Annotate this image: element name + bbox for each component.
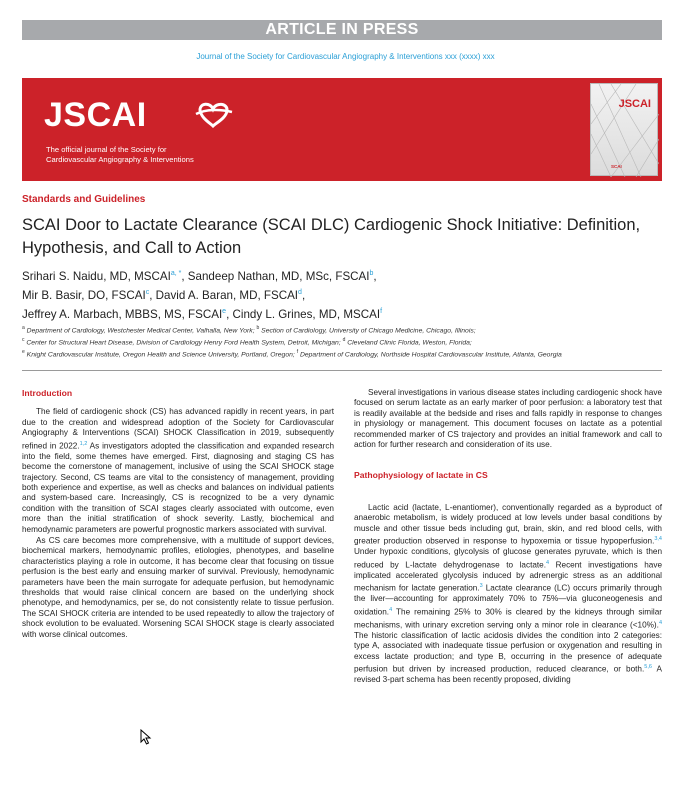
affil-marker: d (342, 336, 346, 343)
patho-text: Lactate clearance (LC) occurs primarily through the liver—accounting for approximately 70% to 75%—via gluconeogenesis and oxidation. (354, 583, 662, 617)
intro-text: The field of cardiogenic shock (CS) has advanced rapidly in recent years, in part due to the creation and widespread adoption of the Society for Cardiovascular Angiography & Interventions (SCAI) SHOCK Classification in 2019, subsequently refined in 2022. (22, 407, 334, 451)
affiliation: Section of Cardiology, University of Chicago Medicine, Chicago, Illinois; (261, 327, 476, 335)
cover-footer: SCAI (611, 164, 622, 169)
jscai-logo: JSCAI (44, 96, 147, 134)
affiliation: Cleveland Clinic Florida, Weston, Florida; (347, 339, 472, 347)
journal-masthead (22, 78, 662, 181)
tagline-line-1: The official journal of the Society for (46, 145, 167, 154)
affil-marker: b (256, 325, 260, 331)
article-section-label: Standards and Guidelines (22, 194, 146, 205)
affil-marker: c (22, 336, 25, 343)
affiliation: Department of Cardiology, Northside Hospital Cardiovascular Institute, Atlanta, Georgia (299, 350, 562, 358)
heart-logo-icon (194, 100, 234, 128)
patho-text: Recent investigations have implicated accelerated glycolysis induced by adrenergic stress as an additional mechanism for lactate generation. (354, 560, 662, 593)
affiliations (22, 324, 662, 359)
patho-text: A revised 3-part schema has been recently proposed, dividing (354, 664, 662, 685)
pathophysiology-paragraph (354, 503, 662, 686)
affil-marker: f (296, 348, 299, 355)
intro-text: As investigators adopted the classification and expanded research into the field, some themes have emerged. First, diagnosing and staging CS has become the cornerstone of management, inclusive of using the SCAI SHOCK stage trajectory. Second, CS teams are vital to the consistency of management, providing both experience and expertise, as well as checks and balances on individual patients and system-based care. Increasingly, CS is recognized to be a very dynamic condition with the transition of SCAI stages clearly associated with outcome, even more than the initial stratification of shock severity. Lastly, biochemical and hemodynamic parameters are powerful prognostic markers associated with survival. (22, 441, 335, 534)
author-name[interactable]: Mir B. Basir, DO, FSCAI (22, 288, 146, 302)
patho-text: Lactic acid (lactate, L-enantiomer), conventionally regarded as a byproduct of anaerobic metabolism, is widely produced at low levels under basal conditions by muscle and other tissue beds including gut, brain, skin, and red blood cells, with greater production observed in response to hypoxemia or tissue hypoperfusion. (354, 502, 662, 546)
article-in-press-banner: ARTICLE IN PRESS (22, 20, 662, 40)
right-column (354, 388, 662, 687)
lactate-paragraph: Several investigations in various disease states including cardiogenic shock have focused on serum lactate as an early marker of poor perfusion: a laboratory test that is readily available at the bedside and rises and falls rapidly in response to changes in physiology or management. This document focuses on lactate as a potential recommended marker of CS trajectory and provides an initial framework and call to action for further research and consideration of its use. (354, 388, 663, 450)
patho-text: The historic classification of lactic acidosis divides the condition into 2 categories: type A, associated with inadequate tissue perfusion or oxygenation and resulting in excess lactate production; and type B, occurring in the presence of adequate perfusion but driven by increased production, reduced clearance, or both. (354, 630, 662, 674)
citation-link[interactable]: 1,2 (79, 440, 88, 447)
intro-paragraph-1 (22, 407, 334, 535)
author-affil-ref[interactable]: e (222, 307, 227, 315)
article-title: SCAI Door to Lactate Clearance (SCAI DLC) Cardiogenic Shock Initiative: Definition, Hypothesis, and Call to Action (22, 216, 641, 257)
author-affil-ref[interactable]: c (145, 288, 150, 296)
cover-title: JSCAI (618, 98, 651, 110)
pathophysiology-heading: Pathophysiology of lactate in CS (354, 470, 488, 481)
author-list: Srihari S. Naidu, MD, $MSCAI^{a, *}$, Sandeep Nathan, MD, MSc, FSCAI$^b$, Mir B. Basir, DO, FSCAI$^c$, David A. Baran, MD, FSCAI$^d$, Jeffrey A. Marbach, MBBS, MS, FSCAI$^e$, Cindy L. Grines, MD, MSCAI$^f$ (22, 269, 383, 321)
journal-tagline (46, 145, 306, 165)
affiliation: Knight Cardiovascular Institute, Oregon Health and Science University, Portland, Oregon; (26, 350, 295, 358)
citation-link[interactable]: 5,6 (644, 664, 652, 671)
journal-cover-thumbnail[interactable] (590, 83, 658, 176)
author-affil-ref[interactable]: d (298, 288, 302, 296)
author-name[interactable]: Cindy L. Grines, MD, MSCAI (232, 307, 381, 321)
citation-link[interactable]: 4 (389, 606, 393, 613)
patho-text: Under hypoxic conditions, glycolysis of glucose generates pyruvate, which is then reduced by L-lactate dehydrogenase to lactate. (354, 547, 662, 570)
author-name[interactable]: Jeffrey A. Marbach, MBBS, MS, FSCAI (22, 307, 223, 321)
author-affil-ref[interactable]: b (369, 270, 374, 277)
citation-link[interactable]: 4 (546, 559, 550, 566)
author-affil-ref[interactable]: a, * (170, 270, 182, 277)
journal-citation-line[interactable]: Journal of the Society for Cardiovascular Angiography & Interventions xxx (xxxx) xxx (196, 52, 495, 61)
tagline-line-2: Cardiovascular Angiography & Interventions (46, 155, 194, 164)
author-affil-ref[interactable]: f (380, 307, 383, 315)
header-divider (22, 370, 662, 371)
citation-link[interactable]: 3,4 (654, 536, 662, 543)
affil-marker: e (22, 348, 25, 355)
affil-marker: a (22, 325, 25, 331)
author-name[interactable]: Sandeep Nathan, MD, MSc, FSCAI (187, 269, 370, 283)
introduction-heading: Introduction (22, 388, 73, 398)
mouse-pointer-icon (140, 729, 152, 745)
author-name[interactable]: Srihari S. Naidu, MD, MSCAI (22, 269, 171, 283)
left-column (22, 388, 334, 641)
intro-paragraph-2: As CS care becomes more comprehensive, with a multitude of support devices, biochemical markers, hemodynamic profiles, etiologies, phenotypes, and baseline characteristics playing a role in outcome, it has become clear that focusing on tissue perfusion is the best early and ensuing marker of survival. Previously, hemodynamic parameters have been the main surrogate for adequate perfusion, but hemodynamic thresholds that would raise clinical concern are based on the underlying shock phenotype, and hemodynamics, per se, do not consistently relate to tissue perfusion. The SCAI SHOCK criteria are intended to be used repeatedly to allow the trajectory of shock evolution to be evaluated. Worsening SCAI SHOCK stage is clearly associated with worse clinical outcomes. (22, 536, 334, 639)
affiliation: Center for Structural Heart Disease, Division of Cardiology Henry Ford Health System, Detroit, Michigan; (26, 339, 341, 347)
citation-link[interactable]: 4 (658, 619, 662, 626)
citation-link[interactable]: 3 (479, 583, 483, 590)
author-name[interactable]: David A. Baran, MD, FSCAI (155, 288, 299, 302)
patho-text: The remaining 25% to 30% is cleared by the kidneys through similar mechanisms, with urinary excretion serving only a minor role in clearance (<10%). (354, 607, 662, 630)
affiliation: Department of Cardiology, Westchester Medical Center, Valhalla, New York; (26, 327, 255, 335)
